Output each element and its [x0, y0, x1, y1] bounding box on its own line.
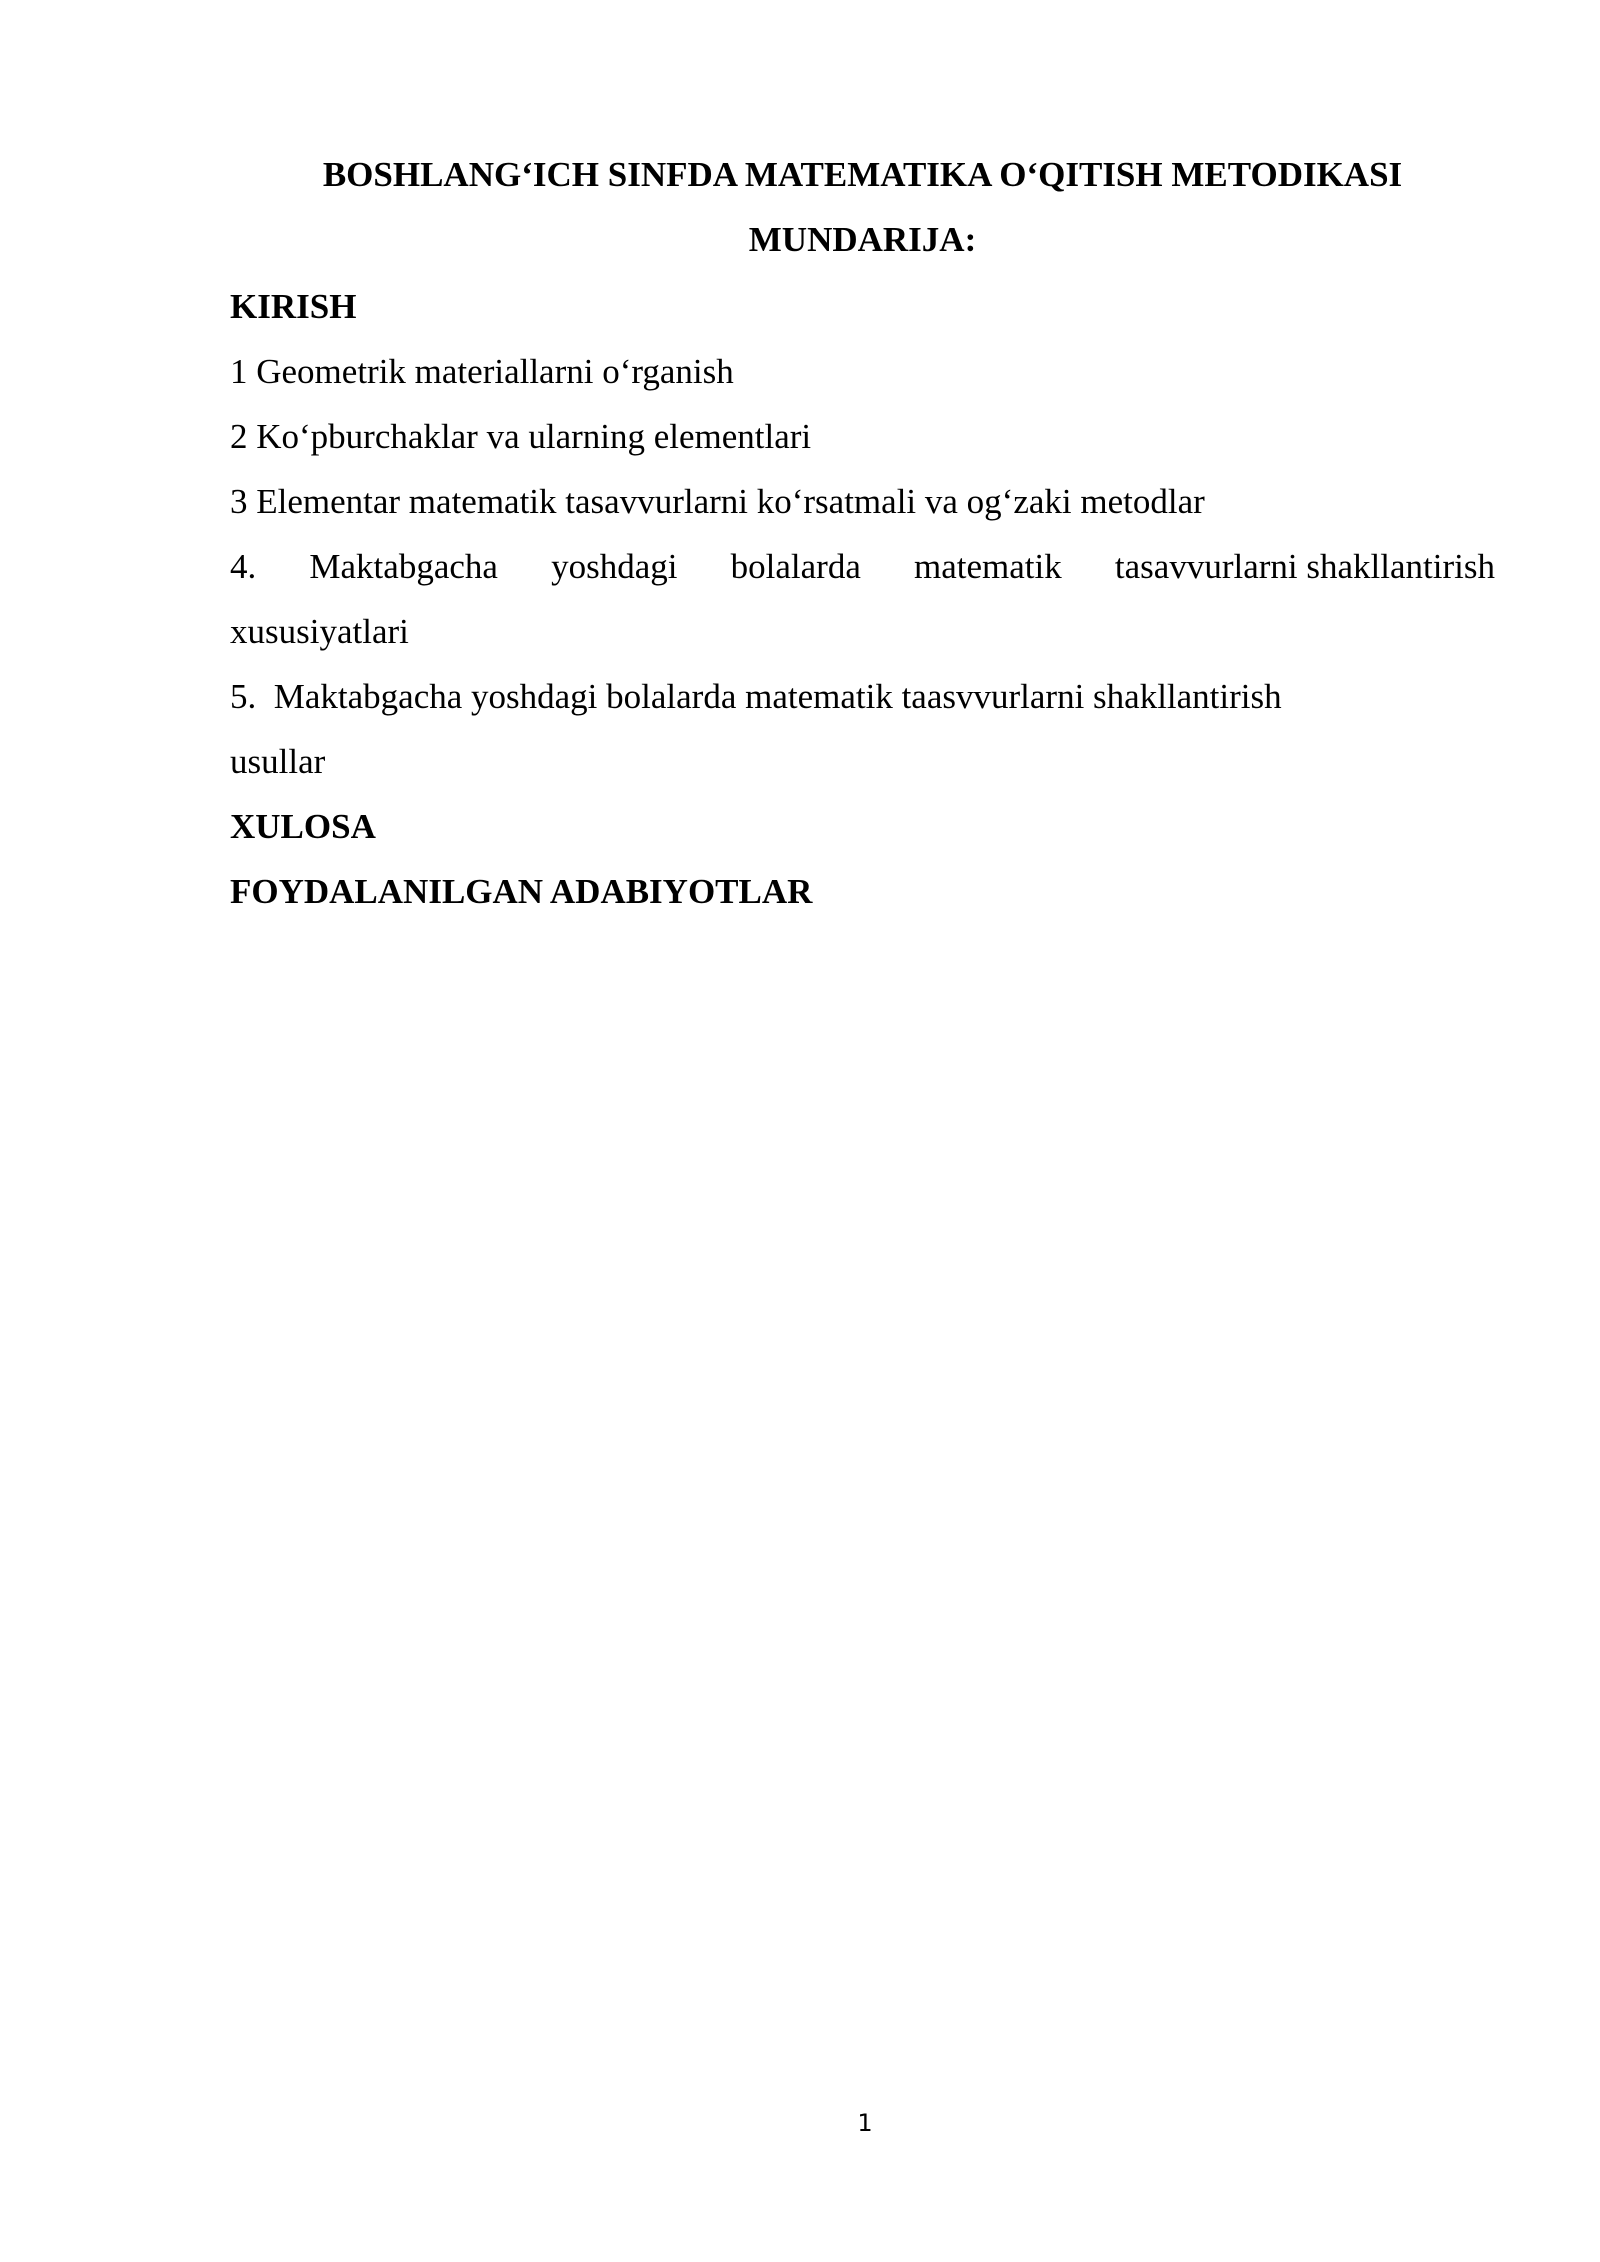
toc-heading: MUNDARIJA: — [748, 220, 977, 259]
toc-item-4-word: 4. — [230, 547, 257, 586]
toc-item-1: 1 Geometrik materiallarni o‘rganish — [230, 352, 734, 391]
toc-item-4-word: tasavvurlarni shakllantirish — [1114, 547, 1495, 586]
toc-item-4-line-2: xususiyatlari — [230, 612, 409, 651]
toc-item-2: 2 Ko‘pburchaklar va ularning elementlari — [230, 417, 812, 456]
toc-item-4-word: Maktabgacha — [309, 547, 498, 586]
toc-item-3: 3 Elementar matematik tasavvurlarni ko‘rsatmali va og‘zaki metodlar — [230, 482, 1205, 521]
toc-item-4-word: bolalarda — [730, 547, 861, 586]
toc-item-4-word: yoshdagi — [551, 547, 678, 586]
toc-references: FOYDALANILGAN ADABIYOTLAR — [230, 872, 813, 911]
toc-item-5-line-2: usullar — [230, 742, 326, 781]
page-number: 1 — [857, 2109, 873, 2137]
toc-item-4-word: matematik — [914, 547, 1062, 586]
document-title: BOSHLANG‘ICH SINFDA MATEMATIKA O‘QITISH METODIKASI — [322, 155, 1403, 194]
toc-item-4-line-1 — [230, 547, 1495, 587]
toc-conclusion: XULOSA — [230, 807, 376, 846]
toc-intro: KIRISH — [230, 287, 357, 326]
toc-item-5-line-1: 5. Maktabgacha yoshdagi bolalarda matematik taasvvurlarni shakllantirish — [230, 677, 1282, 716]
